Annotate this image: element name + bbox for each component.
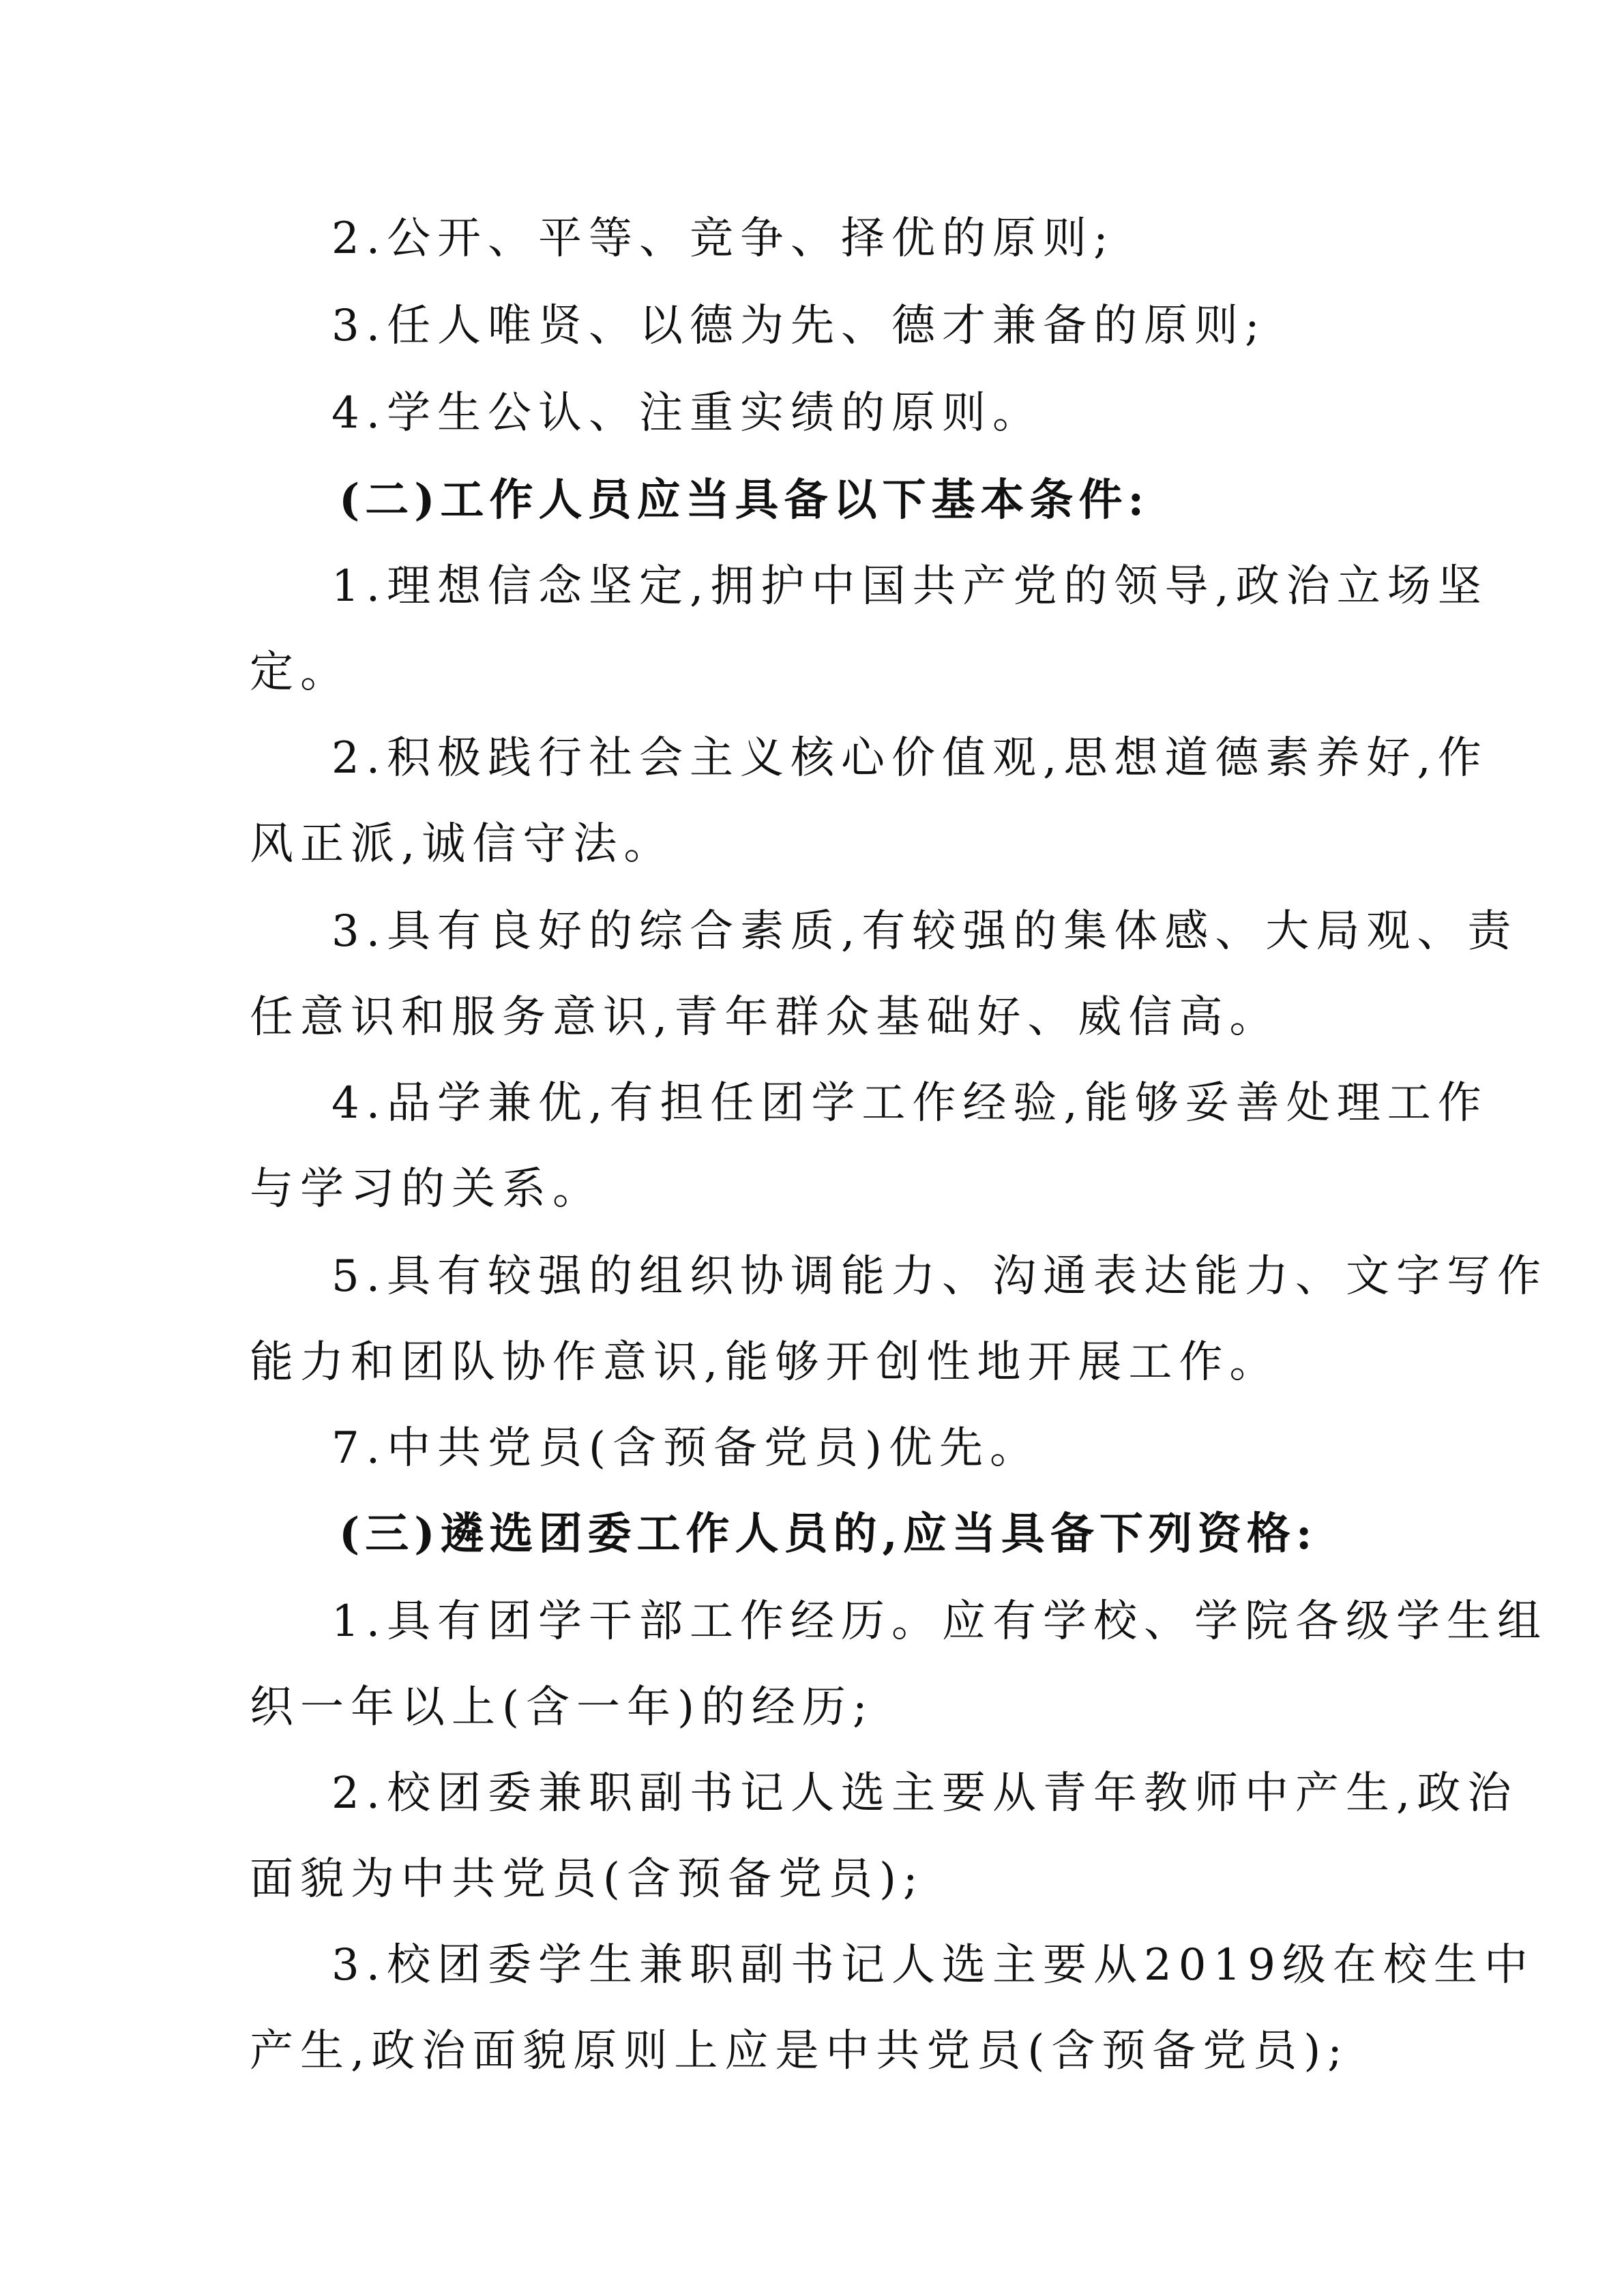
condition-7: 7.中共党员(含预备党员)优先。 (331, 1423, 1040, 1474)
qualification-3-cont: 产生,政治面貌原则上应是中共党员(含预备党员); (250, 2026, 1349, 2076)
qualification-2: 2.校团委兼职副书记人选主要从青年教师中产生,政治 (331, 1768, 1518, 1819)
condition-5: 5.具有较强的组织协调能力、沟通表达能力、文字写作 (331, 1251, 1548, 1302)
condition-3-cont: 任意识和服务意识,青年群众基础好、威信高。 (250, 992, 1280, 1043)
principle-2: 2.公开、平等、竞争、择优的原则; (331, 213, 1115, 264)
condition-4-cont: 与学习的关系。 (250, 1164, 603, 1214)
qualification-2-cont: 面貌为中共党员(含预备党员); (250, 1854, 925, 1905)
condition-5-cont: 能力和团队协作意识,能够开创性地开展工作。 (250, 1337, 1280, 1388)
condition-3: 3.具有良好的综合素质,有较强的集体感、大局观、责 (331, 906, 1518, 957)
condition-2-cont: 风正派,诚信守法。 (250, 819, 675, 869)
condition-4: 4.品学兼优,有担任团学工作经验,能够妥善处理工作 (331, 1078, 1488, 1129)
principle-4: 4.学生公认、注重实绩的原则。 (331, 388, 1044, 438)
condition-1-cont: 定。 (250, 647, 351, 698)
principle-3: 3.任人唯贤、以德为先、德才兼备的原则; (331, 301, 1267, 351)
section-heading-2: (二)工作人员应当具备以下基本条件: (339, 475, 1150, 526)
qualification-3: 3.校团委学生兼职副书记人选主要从2019级在校生中 (331, 1940, 1535, 1991)
condition-1: 1.理想信念坚定,拥护中国共产党的领导,政治立场坚 (331, 561, 1488, 612)
section-heading-3: (三)遴选团委工作人员的,应当具备下列资格: (339, 1508, 1318, 1560)
condition-2: 2.积极践行社会主义核心价值观,思想道德素养好,作 (331, 733, 1488, 784)
qualification-1-cont: 织一年以上(含一年)的经历; (250, 1682, 874, 1733)
qualification-1: 1.具有团学干部工作经历。应有学校、学院各级学生组 (331, 1596, 1548, 1647)
